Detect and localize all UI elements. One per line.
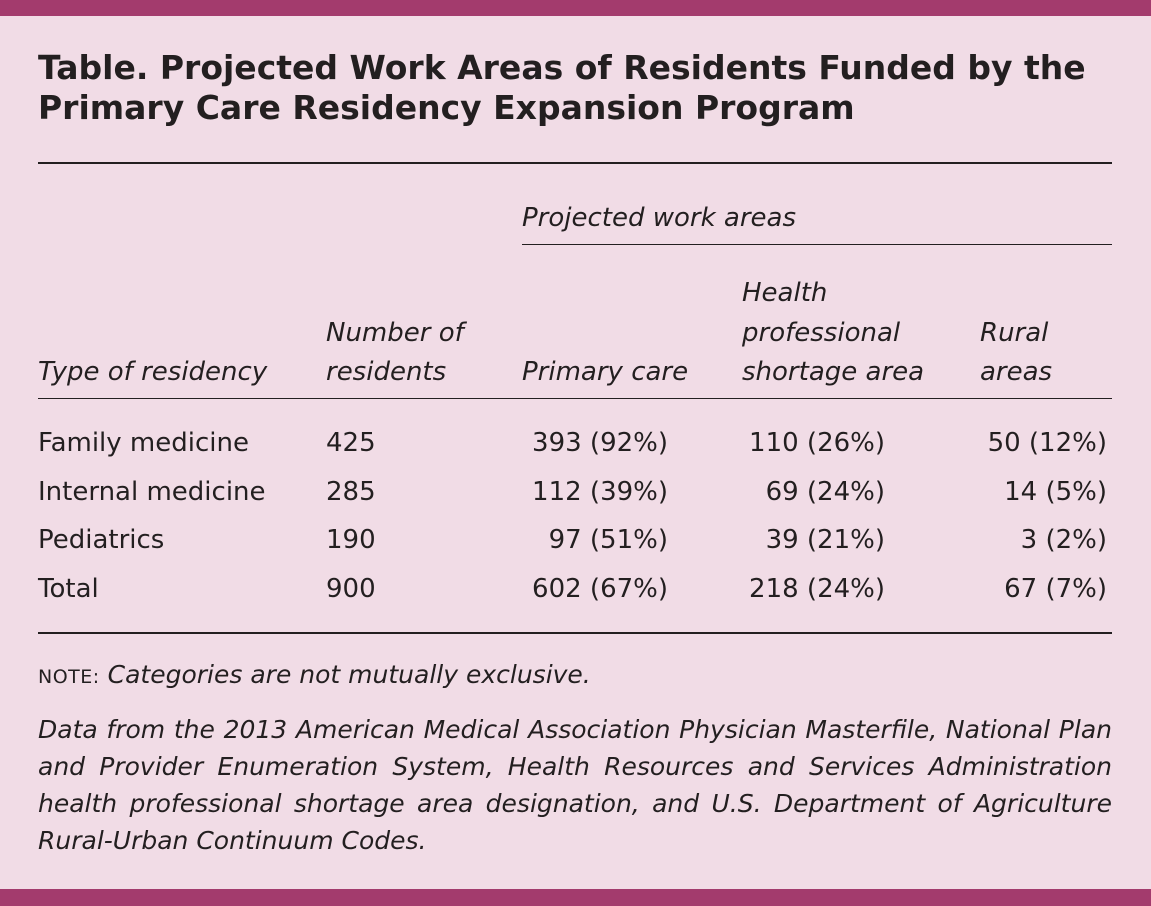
table-note <box>38 656 1112 696</box>
cell-primary: 97 (51%) <box>548 525 668 555</box>
col-header-rural-2: areas <box>980 357 1053 387</box>
group-header: Projected work areas <box>522 203 797 233</box>
col-header-hpsa-2: professional <box>742 318 901 348</box>
cell-primary: 602 (67%) <box>532 573 668 604</box>
cell-hpsa: 69 (24%) <box>765 476 885 507</box>
cell-number: 285 <box>326 476 376 507</box>
cell-rural: 50 (12%) <box>987 428 1107 458</box>
note-label: NOTE: <box>38 666 100 688</box>
col-header-hpsa-1: Health <box>742 278 828 308</box>
divider <box>38 398 1112 399</box>
cell-primary: 112 (39%) <box>532 476 668 507</box>
cell-hpsa: 110 (26%) <box>749 428 885 458</box>
cell-rural: 3 (2%) <box>1020 525 1107 555</box>
bottom-accent-bar <box>0 889 1151 906</box>
cell-type: Internal medicine <box>38 476 266 507</box>
col-header-rural-1: Rural <box>980 318 1049 348</box>
note-text: Categories are not mutually exclusive. <box>107 660 591 689</box>
col-header-number-2: residents <box>326 357 447 387</box>
col-header-hpsa-3: shortage area <box>742 357 925 387</box>
col-header-number-1: Number of <box>326 318 464 348</box>
divider <box>38 162 1112 164</box>
divider <box>522 244 1112 245</box>
divider <box>38 632 1112 634</box>
cell-number: 900 <box>326 573 376 604</box>
cell-type: Pediatrics <box>38 525 165 555</box>
cell-hpsa: 218 (24%) <box>749 573 885 604</box>
table-source: Data from the 2013 American Medical Association Physician Masterfile, National Plan and Provider Enumeration System, Health Resources and Services Administration health professional shortage area designation, and U.S. Department of Agriculture Rural-Urban Continuum Codes. <box>38 715 1112 855</box>
table-title: Table. Projected Work Areas of Residents Funded by the Primary Care Residency Expansion Program <box>38 48 1086 127</box>
cell-type: Family medicine <box>38 428 249 458</box>
col-header-type: Type of residency <box>38 357 268 387</box>
cell-number: 425 <box>326 428 376 458</box>
cell-type: Total <box>38 573 99 604</box>
cell-primary: 393 (92%) <box>532 428 668 458</box>
cell-hpsa: 39 (21%) <box>765 525 885 555</box>
col-header-primary: Primary care <box>522 357 689 387</box>
cell-rural: 67 (7%) <box>1004 573 1107 604</box>
cell-number: 190 <box>326 525 376 555</box>
cell-rural: 14 (5%) <box>1004 476 1107 507</box>
top-accent-bar <box>0 0 1151 16</box>
